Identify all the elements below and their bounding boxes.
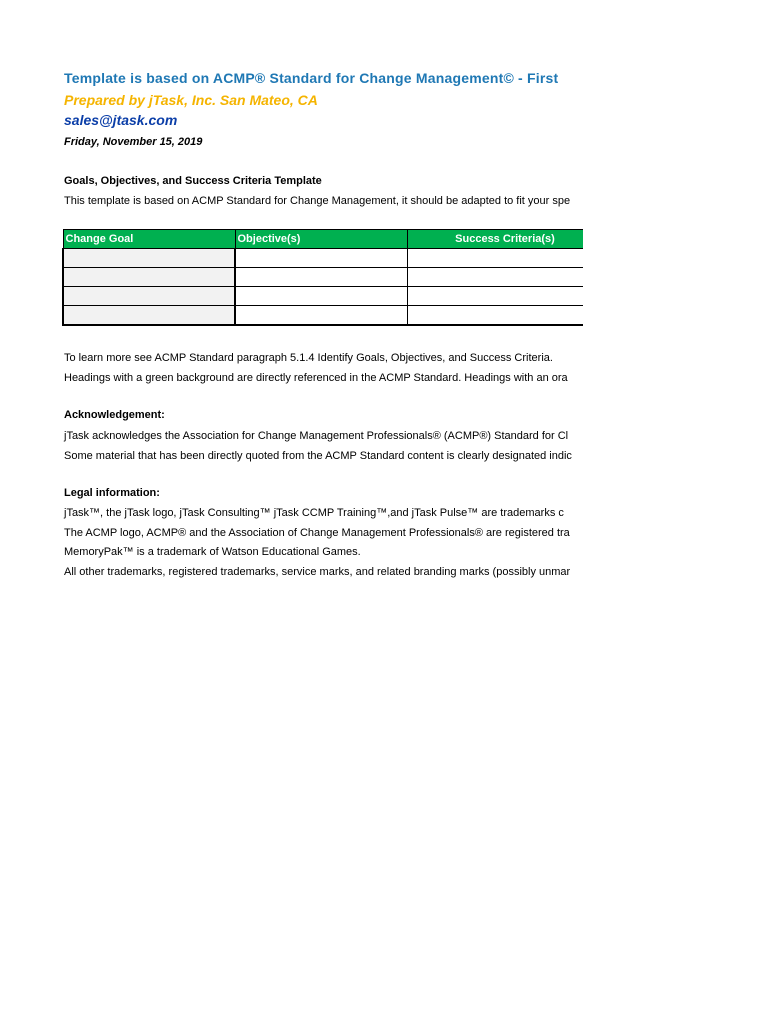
change-goal-cell[interactable] bbox=[63, 287, 235, 306]
objective-cell[interactable] bbox=[235, 268, 407, 287]
goals-table bbox=[62, 229, 583, 326]
contact-email[interactable]: sales@jtask.com bbox=[64, 112, 178, 128]
table-header-row bbox=[63, 230, 583, 249]
legal-text: jTask™, the jTask logo, jTask Consulting™ jTask CCMP Training™,and jTask Pulse™ are trademarks c bbox=[64, 507, 564, 519]
column-header-success-criteria: Success Criteria(s) bbox=[407, 230, 583, 249]
success-criteria-cell[interactable] bbox=[407, 287, 583, 306]
table-row bbox=[63, 306, 583, 326]
legal-text: The ACMP logo, ACMP® and the Association of Change Management Professionals® are registered tra bbox=[64, 527, 570, 539]
change-goal-cell[interactable] bbox=[63, 249, 235, 268]
table-row bbox=[63, 268, 583, 287]
legal-text: MemoryPak™ is a trademark of Watson Educational Games. bbox=[64, 546, 361, 558]
goals-intro-text: This template is based on ACMP Standard for Change Management, it should be adapted to fit your spe bbox=[64, 195, 571, 207]
document-title: Template is based on ACMP® Standard for Change Management© - First bbox=[64, 70, 559, 86]
column-header-objectives: Objective(s) bbox=[235, 230, 407, 249]
table-row bbox=[63, 287, 583, 306]
acknowledgement-heading: Acknowledgement: bbox=[64, 409, 165, 421]
legal-text: All other trademarks, registered trademarks, service marks, and related branding marks (possibly unmar bbox=[64, 566, 571, 578]
objective-cell[interactable] bbox=[235, 249, 407, 268]
success-criteria-cell[interactable] bbox=[407, 249, 583, 268]
success-criteria-cell[interactable] bbox=[407, 268, 583, 287]
document-date: Friday, November 15, 2019 bbox=[64, 136, 203, 148]
objective-cell[interactable] bbox=[235, 306, 407, 326]
table-row bbox=[63, 249, 583, 268]
column-header-change-goal: Change Goal bbox=[63, 230, 235, 249]
objective-cell[interactable] bbox=[235, 287, 407, 306]
acknowledgement-text: jTask acknowledges the Association for Change Management Professionals® (ACMP®) Standard for Cl bbox=[64, 430, 569, 442]
learn-more-text: To learn more see ACMP Standard paragraph 5.1.4 Identify Goals, Objectives, and Success Criteria. bbox=[64, 352, 553, 364]
goals-heading: Goals, Objectives, and Success Criteria Template bbox=[64, 175, 322, 187]
headings-note-text: Headings with a green background are directly referenced in the ACMP Standard. Headings with an ora bbox=[64, 372, 568, 384]
change-goal-cell[interactable] bbox=[63, 306, 235, 326]
change-goal-cell[interactable] bbox=[63, 268, 235, 287]
acknowledgement-text: Some material that has been directly quoted from the ACMP Standard content is clearly designated indic bbox=[64, 450, 572, 462]
prepared-by-line: Prepared by jTask, Inc. San Mateo, CA bbox=[64, 92, 318, 108]
success-criteria-cell[interactable] bbox=[407, 306, 583, 326]
legal-heading: Legal information: bbox=[64, 487, 160, 499]
